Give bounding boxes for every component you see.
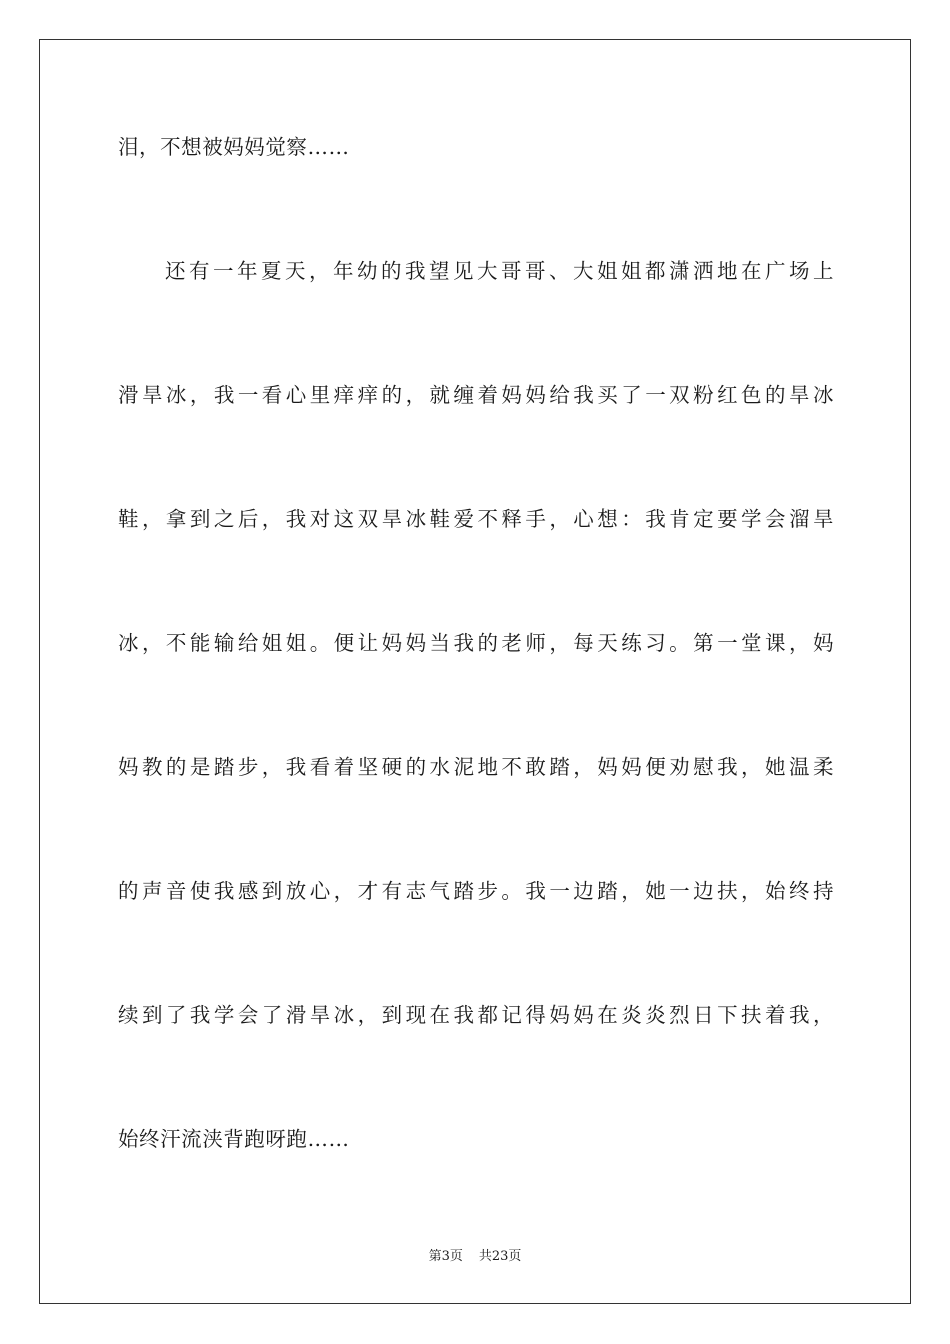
paragraph-line: 滑旱冰，我一看心里痒痒的，就缠着妈妈给我买了一双粉红色的旱冰 <box>118 383 834 407</box>
page-frame <box>39 39 911 1304</box>
paragraph-line: 鞋，拿到之后，我对这双旱冰鞋爱不释手，心想：我肯定要学会溜旱 <box>118 507 834 531</box>
page-total: 共23页 <box>478 1249 522 1264</box>
paragraph-line: 冰，不能输给姐姐。便让妈妈当我的老师，每天练习。第一堂课，妈 <box>118 631 834 655</box>
paragraph-line: 续到了我学会了滑旱冰，到现在我都记得妈妈在炎炎烈日下扶着我， <box>118 1003 834 1027</box>
paragraph-line: 泪，不想被妈妈觉察…… <box>118 135 350 159</box>
paragraph-line: 始终汗流浃背跑呀跑…… <box>118 1127 350 1151</box>
paragraph-line: 妈教的是踏步，我看着坚硬的水泥地不敢踏，妈妈便劝慰我，她温柔 <box>118 755 834 779</box>
page-number: 第3页 <box>428 1249 463 1264</box>
paragraph-line: 的声音使我感到放心，才有志气踏步。我一边踏，她一边扶，始终持 <box>118 879 834 903</box>
paragraph-line: 还有一年夏天，年幼的我望见大哥哥、大姐姐都潇洒地在广场上 <box>165 259 834 283</box>
page-footer <box>0 1248 950 1266</box>
